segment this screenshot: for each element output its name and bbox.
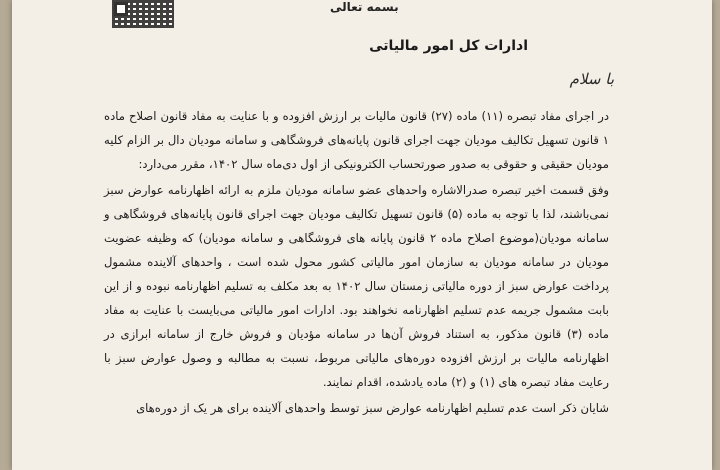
paragraph-1: در اجرای مفاد تبصره (۱۱) ماده (۲۷) قانون مالیات بر ارزش افزوده و با عنایت به مفاد قانون اصلاح ماده ۱ قانون تسهیل تکالیف مودیان جهت اجرای قانون پایانه‌های فروشگاهی و سامانه مودیان دال بر الزام کلیه مودیان حقیقی و حقوقی به صدور صورتحساب الکترونیکی از اول دی‌ماه سال ۱۴۰۲، مقرر می‌دارد: <box>104 109 609 171</box>
basmala-header: بسمه تعالی <box>330 0 399 14</box>
paragraph-3: شایان ذکر است عدم تسلیم اظهارنامه عوارض سبز توسط واحدهای آلاینده برای هر یک از دوره‌های <box>136 401 609 415</box>
greeting-handwritten: با سلام <box>569 70 614 88</box>
recipient-line: ادارات کل امور مالیاتی <box>369 38 528 54</box>
letter-body <box>104 104 609 420</box>
letter-sheet <box>12 0 712 470</box>
paragraph-2: وفق قسمت اخیر تبصره صدرالاشاره واحدهای عضو سامانه مودیان ملزم به ارائه اظهارنامه عوارض سبز نمی‌باشند، لذا با توجه به ماده (۵) قانون تسهیل تکالیف مودیان جهت اجرای قانون پایانه‌های فروشگاهی و سامانه مودیان(موضوع اصلاح ماده ۲ قانون پایانه های فروشگاهی و سامانه مودیان) که وظیفه عضویت مودیان در سامانه مودیان به سازمان امور مالیاتی کشور محول شده است ، واحدهای آلاینده مشمول پرداخت عوارض سبز از دوره مالیاتی زمستان سال ۱۴۰۲ به بعد مکلف به تسلیم اظهارنامه نبوده و از این بابت مشمول جریمه عدم تسلیم اظهارنامه نخواهند بود. ادارات امور مالیاتی می‌بایست با عنایت به مفاد ماده (۳) قانون مذکور، به استناد فروش آن‌ها در سامانه مؤدیان و فروش خارج از سامانه ابرازی در اظهارنامه مالیات بر ارزش افزوده دوره‌های مالیاتی مربوط، نسبت به مطالبه و وصول عوارض سبز با رعایت مفاد تبصره های (۱) و (۲) ماده یادشده، اقدام نمایند. <box>104 183 609 389</box>
qr-code-icon <box>112 0 174 28</box>
